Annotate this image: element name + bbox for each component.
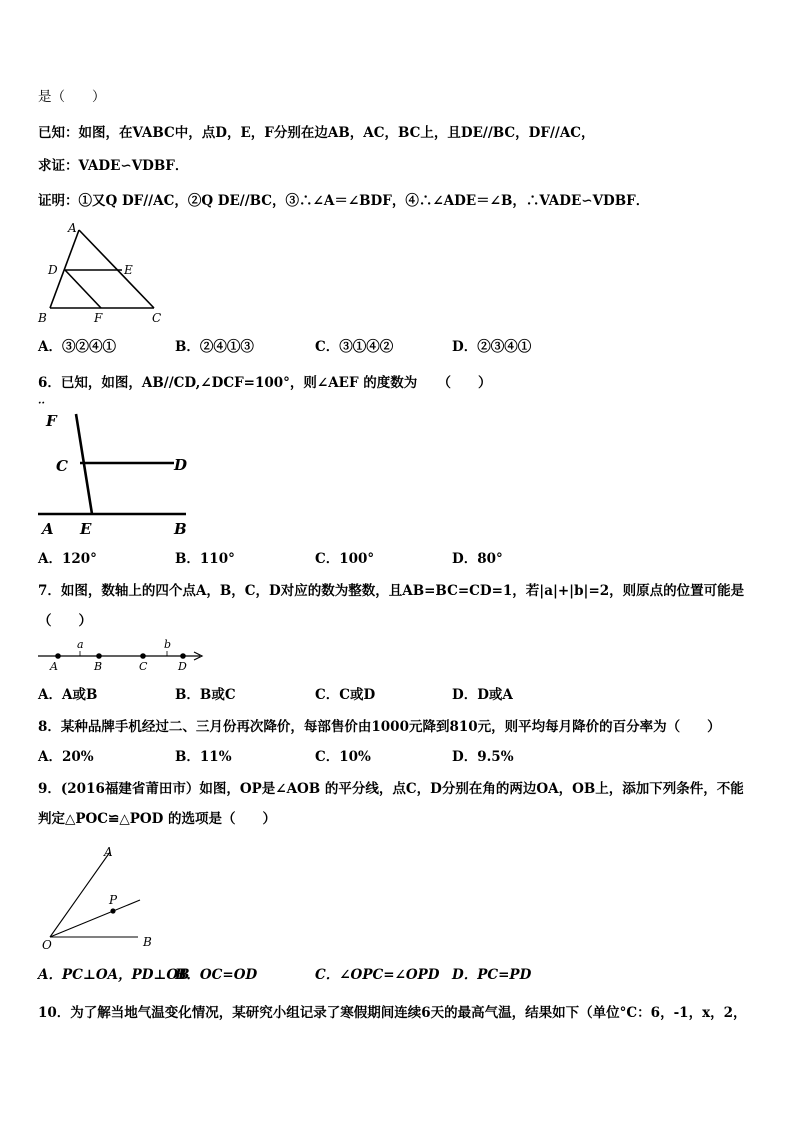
q6-parallel-figure	[34, 396, 194, 540]
q6-stem: 6．已知，如图，AB//CD,∠DCF=100°，则∠AEF 的度数为 （ ）	[38, 375, 492, 391]
label-b: B	[143, 935, 152, 949]
q8-option-d[interactable]: D．9.5%	[452, 749, 514, 765]
label-f: F	[94, 311, 103, 325]
label-a: A	[104, 845, 113, 859]
q9-option-d[interactable]: D．PC=PD	[452, 967, 532, 983]
q6-option-c[interactable]: C．100°	[315, 551, 375, 567]
q6-option-d[interactable]: D．80°	[452, 551, 503, 567]
segment-df	[65, 270, 101, 308]
q10-stem: 10．为了解当地气温变化情况，某研究小组记录了寒假期间连续6天的最高气温，结果如下（单位°C：6，-1，x，2，	[38, 1005, 747, 1021]
mark-top: ··	[38, 398, 45, 409]
point-d	[180, 653, 186, 659]
q5-triangle-figure	[36, 222, 176, 328]
label-e: E	[124, 263, 133, 277]
q9-option-b[interactable]: B．OC=OD	[175, 967, 258, 983]
q7-number-line	[36, 636, 208, 678]
q9-angle-figure	[36, 842, 166, 954]
label-d: D	[174, 456, 188, 474]
label-a: A	[42, 520, 54, 538]
label-b: B	[174, 520, 187, 538]
q9-option-a[interactable]: A．PC⊥OA，PD⊥OB	[38, 967, 190, 983]
q9-stem-line1: 9．(2016福建省莆田市）如图，OP是∠AOB 的平分线，点C，D分别在角的两边OA，OB上，添加下列条件，不能	[38, 781, 744, 797]
q8-option-c[interactable]: C．10%	[315, 749, 371, 765]
q9-stem-line2: 判定△POC≌△POD 的选项是（ ）	[38, 811, 277, 827]
q7-stem-line2: （ ）	[38, 613, 92, 629]
point-a	[55, 653, 61, 659]
q5-proof: 证明：①又Q DF//AC，②Q DE//BC，③∴∠A＝∠BDF，④∴∠ADE＝∠B，∴VADE∽VDBF．	[38, 193, 650, 209]
label-a: A	[68, 221, 77, 235]
q7-option-b[interactable]: B．B或C	[175, 687, 236, 703]
q8-option-b[interactable]: B．11%	[175, 749, 232, 765]
q7-option-d[interactable]: D．D或A	[452, 687, 513, 703]
label-e: E	[80, 520, 92, 538]
q8-stem: 8．某种品牌手机经过二、三月份再次降价，每部售价由1000元降到810元，则平均每月降价的百分率为（ ）	[38, 719, 721, 735]
label-lower-b: b	[164, 638, 172, 651]
q7-option-a[interactable]: A．A或B	[38, 687, 98, 703]
label-f: F	[46, 412, 57, 430]
q5-given: 已知：如图，在VABC中，点D，E，F分别在边AB，AC，BC上，且DE//BC，DF//AC，	[38, 125, 595, 141]
label-b: B	[94, 660, 103, 673]
label-d: D	[48, 263, 58, 277]
label-p: P	[109, 893, 118, 907]
label-o: O	[42, 938, 52, 952]
q6-option-a[interactable]: A．120°	[38, 551, 97, 567]
q5-option-a[interactable]: A．③②④①	[38, 339, 116, 355]
label-a: A	[50, 660, 58, 673]
label-b: B	[38, 311, 47, 325]
q5-option-d[interactable]: D．②③④①	[452, 339, 532, 355]
q5-option-c[interactable]: C．③①④②	[315, 339, 394, 355]
label-c: C	[152, 311, 162, 325]
point-c	[140, 653, 146, 659]
label-lower-a: a	[77, 638, 84, 651]
q6-option-b[interactable]: B．110°	[175, 551, 235, 567]
point-b	[96, 653, 102, 659]
label-c: C	[56, 457, 68, 475]
q5-prove: 求证：VADE∽VDBF．	[38, 158, 189, 174]
point-p	[110, 908, 115, 913]
q5-line-top: 是（ ）	[38, 89, 106, 105]
q8-option-a[interactable]: A．20%	[38, 749, 94, 765]
label-d: D	[178, 660, 187, 673]
q7-stem-line1: 7．如图，数轴上的四个点A，B，C，D对应的数为整数，且AB=BC=CD=1，若|a|+|b|=2，则原点的位置可能是	[38, 583, 745, 599]
q7-option-c[interactable]: C．C或D	[315, 687, 376, 703]
q9-option-c[interactable]: C．∠OPC=∠OPD	[315, 967, 440, 983]
label-c: C	[139, 660, 148, 673]
q5-option-b[interactable]: B．②④①③	[175, 339, 254, 355]
